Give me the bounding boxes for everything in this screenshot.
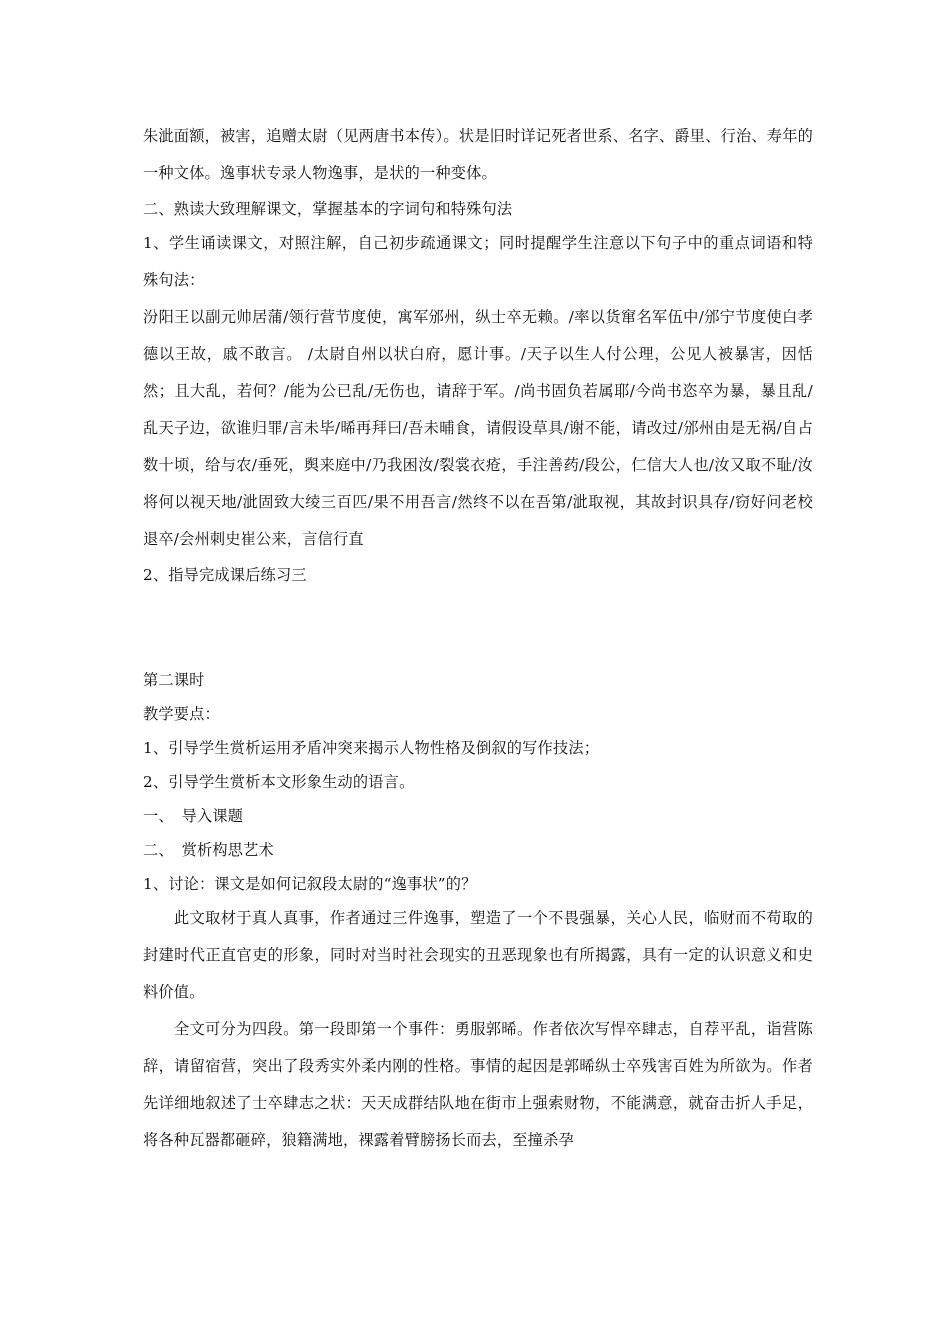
paragraph-zhuangti-intro: 朱泚面额，被害，追赠太尉（见两唐书本传）。状是旧时详记死者世系、名字、爵里、行治、寿年的一种文体。逸事状专录人物逸事，是状的一种变体。 xyxy=(143,127,813,182)
teaching-point-2: 2、引导学生赏析本文形象生动的语言。 xyxy=(143,773,415,791)
section-lesson2 xyxy=(143,663,813,1159)
heading-read-text: 二、熟读大致理解课文，掌握基本的字词句和特殊句法 xyxy=(143,200,513,218)
section-lesson1-end xyxy=(143,118,813,592)
paragraph-analysis-1: 此文取材于真人真事，作者通过三件逸事，塑造了一个不畏强暴，关心人民，临财而不苟取的封建时代正直官吏的形象，同时对当时社会现实的丑恶现象也有所揭露，具有一定的认识意义和史料价值。 xyxy=(143,909,813,1001)
teaching-points-label: 教学要点： xyxy=(143,705,220,723)
heading-intro: 一、 导入课题 xyxy=(143,807,244,825)
paragraph-item-1: 1、学生诵读课文，对照注解，自己初步疏通课文；同时提醒学生注意以下句子中的重点词语和特殊句法： xyxy=(143,234,813,289)
list-item-exercise: 2、指导完成课后练习三 xyxy=(143,566,307,584)
teaching-point-1: 1、引导学生赏析运用矛盾冲突来揭示人物性格及倒叙的写作技法； xyxy=(143,739,600,757)
paragraph-analysis-2: 全文可分为四段。第一段即第一个事件：勇服郭晞。作者依次写悍卒肆志，自荐平乱，诣营陈辞，请留宿营，突出了段秀实外柔内刚的性格。事情的起因是郭晞纵士卒残害百姓为所欲为。作者先详细地叙述了士卒肆志之状：天天成群结队地在街市上强索财物，不能满意，就奋击折人手足，将各种瓦器都砸碎，狼籍满地，裸露着臂膀扬长而去，至撞杀孕 xyxy=(143,1020,813,1149)
heading-structure: 二、 赏析构思艺术 xyxy=(143,841,274,859)
lesson-title: 第二课时 xyxy=(143,671,205,689)
paragraph-key-sentences: 汾阳王以副元帅居蒲/领行营节度使，寓军邠州，纵士卒无赖。/率以货窜名军伍中/邠宁节度使白孝德以王故，戚不敢言。 /太尉自州以状白府，愿计事。/天子以生人付公理，公见人被暴害，因恬然；且大乱，若何？/能为公已乱/无伤也，请辞于军。/尚书固负若属耶/今尚书恣卒为暴，暴且乱/乱天子边，欲谁归罪/言未毕/晞再拜曰/吾未晡食，请假设草具/谢不能，请改过/邠州由是无祸/自占数十顷，给与农/垂死，舆来庭中/乃我困汝/裂裳衣疮，手注善药/段公，仁信大人也/汝又取不耻/汝将何以视天地/泚固致大绫三百匹/果不用吾言/然终不以在吾第/泚取视，其故封识具存/窃好问老校退卒/会州刺史崔公来，言信行直 xyxy=(143,308,813,548)
discussion-question: 1、讨论：课文是如何记叙段太尉的“逸事状”的？ xyxy=(143,875,477,893)
